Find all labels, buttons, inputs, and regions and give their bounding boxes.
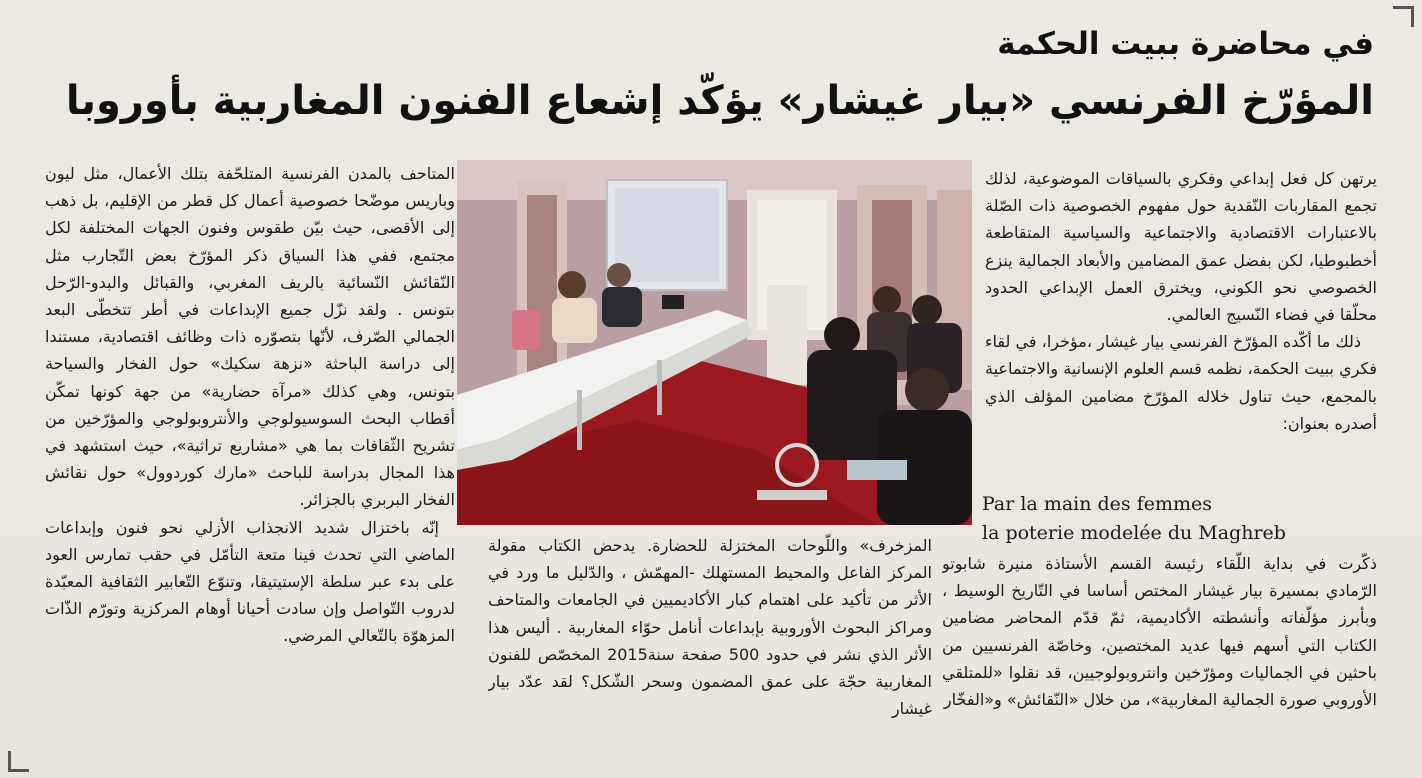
paragraph: المزخرف» واللّوحات المختزلة للحضارة. يدحض الكتاب مقولة المركز الفاعل والمحيط المستهلك -المهمّش ، والدّليل ما ورد في الأثر من تأكيد على اهتمام كبار الأكاديميين في الجامعات والمتاحف ومراكز البحوث الأوروبية بإبداعات أنامل حوّاء المغاربية . أليس هذا الأثر الذي نشر في حدود 500 صفحة سنة2015 المخصّص للفنون المغاربية حجّة على عمق المضمون وسحر الشّكل؟ لقد عدّد بيار غيشار bbox=[488, 536, 932, 719]
paragraph: ذلك ما أكّده المؤرّخ الفرنسي بيار غيشار ،مؤخرا، في لقاء فكري ببيت الحكمة، نظمه قسم العلوم الإنسانية والاجتماعية بالمجمع، حيث تناول خلاله المؤرّخ مضامين المؤلف الذي أصدره بعنوان: bbox=[985, 332, 1377, 433]
article-column-right-top bbox=[985, 165, 1377, 485]
article-column-middle bbox=[488, 532, 932, 765]
lecture-hall-illustration bbox=[457, 160, 972, 525]
crop-mark-top-right bbox=[1393, 6, 1414, 27]
french-title-line-1: Par la main des femmes bbox=[982, 493, 1213, 515]
paragraph: المتاحف بالمدن الفرنسية المتلحّفة بتلك الأعمال، مثل ليون وباريس موضّحا خصوصية أعمال كل قطر من الإقليم، بل ذهب إلى الأقصى، حيث بيّن طقوس وفنون الجهات المختلفة لكل مجتمع، ففي هذا السياق ذكر المؤرّخ بعض التّجارب مثل النّقائش النّسائية بالريف المغربي، والقبائل والبدو-الرّحل بتونس . ولقد نزّل جميع الإبداعات في أطر تتخطّى البعد الجمالي الصّرف، لأنّها بتصوّره ذات وظائف اقتصادية، مستندا إلى دراسة الباحثة «نزهة سكيك» حول الفخار والسياحة بتونس، وهي كذلك «مرآة حضارية» من جهة كونها تمكّن أقطاب البحث السوسيولوجي والأنتروبولوجي والمؤرّخين من تشريح الثّقافات بما هي «مشاريع تراثية»، حيث استشهد في هذا المجال بدراسة للباحث «مارك كوردوول» حول نقائش الفخار البربري بالجزائر. bbox=[45, 164, 455, 510]
french-title-line-2: la poterie modelée du Maghreb bbox=[982, 522, 1286, 544]
crop-mark-bottom-left bbox=[8, 751, 29, 772]
paragraph: ذكّرت في بداية اللّقاء رئيسة القسم الأستاذة منيرة شابوتو الرّمادي بمسيرة بيار غيشار المختص أساسا في التّاريخ الوسيط ، وبأبرز مؤلّفاته وأنشطته الأكاديمية، ثمّ قدّم المحاضر مضامين الكتاب التي أسهم فيها عديد المختصين، وخاصّة الفرنسيين من باحثين في الجماليات ومؤرّخين وانتروبولوجيين، قد نقلوا «للمتلقي الأوروبي صورة الجمالية المغاربية»، من خلال «النّقائش» و«الفخّار bbox=[942, 554, 1377, 710]
french-book-title bbox=[982, 490, 1342, 548]
article-column-left bbox=[45, 160, 455, 765]
article-column-right-bottom bbox=[942, 550, 1377, 765]
lecture-hall-photo bbox=[457, 160, 972, 525]
paragraph: يرتهن كل فعل إبداعي وفكري بالسياقات الموضوعية، لذلك تجمع المقاربات النّقدية حول مفهوم الخصوصية ذات الصّلة بالاعتبارات الاقتصادية والاجتماعية والسياسية المتقاطعة أخطبوطيا، لكن بفضل عمق المضامين والأبعاد الجمالية ينزع الخصوصي نحو الكوني، ويخترق العمل الإبداعي الحدود محلّقا في فضاء النّسيج العالمي. bbox=[985, 169, 1377, 325]
headline-title: المؤرّخ الفرنسي «بيار غيشار» يؤكّد إشعاع الفنون المغاربية بأوروبا bbox=[65, 78, 1374, 124]
paragraph: إنّه باختزال شديد الانجذاب الأزلي نحو فنون وإبداعات الماضي التي تحدث فينا متعة التأمّل في حقب تمارس العود على بدء عبر سلطة الإستيتيقا، وتنوّع التّعابير الثقافية المعبّدة لدروب التّواصل وإن سادت أحيانا أوهام المركزية وتورّم الذّات المزهوّة بالتّعالي المرضي. bbox=[45, 517, 455, 646]
headline-kicker: في محاضرة ببيت الحكمة bbox=[997, 26, 1374, 62]
